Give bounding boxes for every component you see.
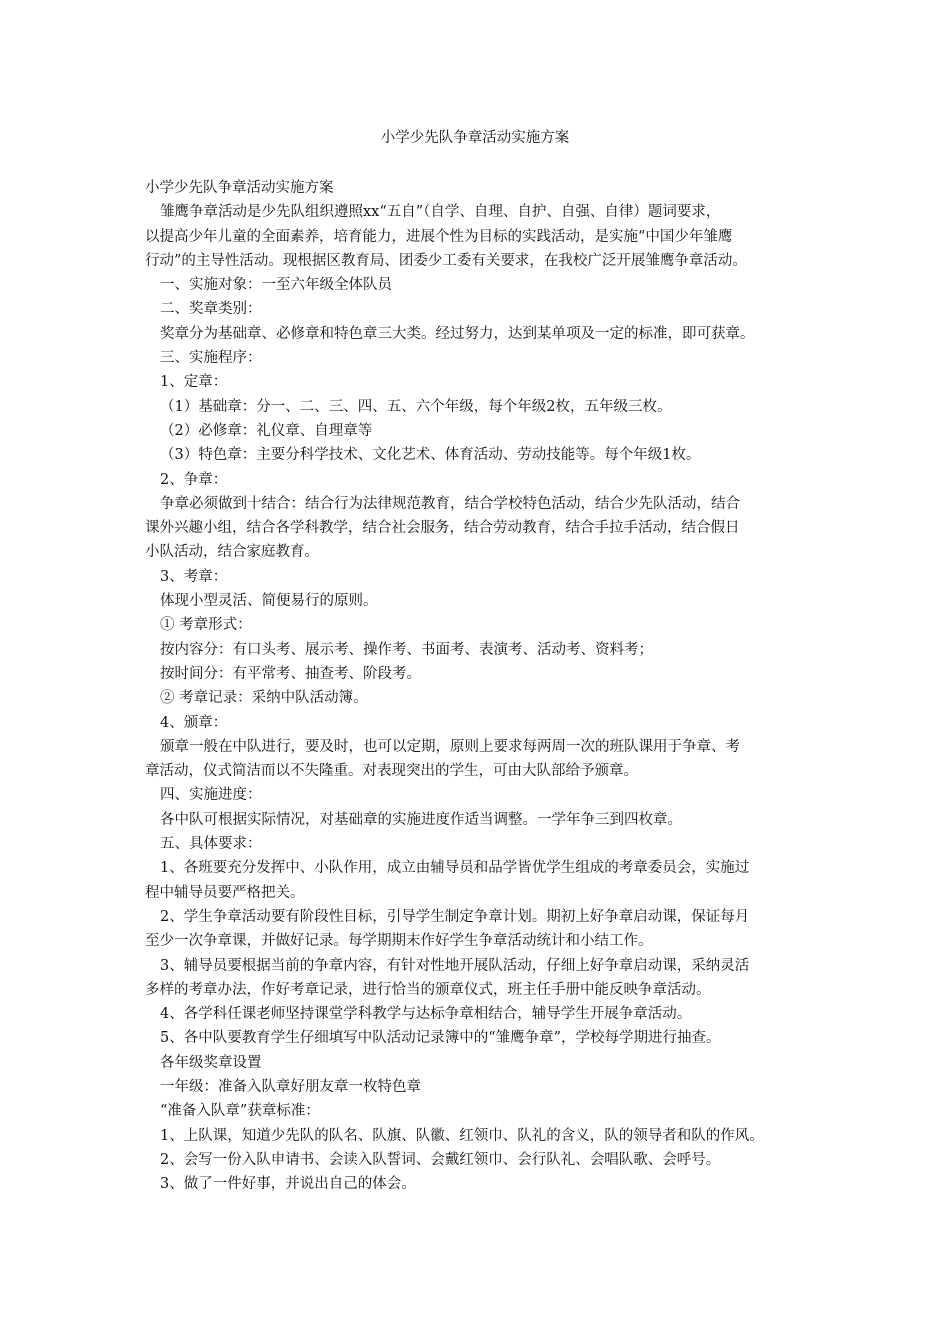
body-line: 3、做了一件好事，并说出自己的体会。 bbox=[160, 1176, 416, 1193]
body-line: 按内容分：有口头考、展示考、操作考、书面考、表演考、活动考、资料考； bbox=[160, 641, 653, 658]
body-line: 一年级：准备入队章好朋友章一枚特色章 bbox=[160, 1078, 421, 1095]
body-line: 1、上队课，知道少先队的队名、队旗、队徽、红领巾、队礼的含义，队的领导者和队的作风。 bbox=[160, 1127, 764, 1144]
body-line: 4、各学科任课老师坚持课堂学科教学与达标争章相结合，辅导学生开展争章活动。 bbox=[160, 1006, 692, 1023]
body-line: 各中队可根据实际情况，对基础章的实施进度作适当调整。一学年争三到四枚章。 bbox=[160, 811, 682, 828]
body-line: （2）必修章：礼仪章、自理章等 bbox=[160, 422, 373, 439]
body-line: 四、实施进度： bbox=[160, 787, 262, 804]
body-line: 雏鹰争章活动是少先队组织遵照xx“五自”（自学、自理、自护、自强、自律）题词要求， bbox=[160, 204, 721, 221]
body-line: “准备入队章”获章标准： bbox=[160, 1103, 320, 1120]
body-line: 三、实施程序： bbox=[160, 350, 262, 367]
body-line: 2、学生争章活动要有阶段性目标，引导学生制定争章计划。期初上好争章启动课，保证每月 bbox=[160, 908, 750, 925]
body-line: 章活动，仪式简洁而以不失隆重。对表现突出的学生，可由大队部给予颁章。 bbox=[145, 763, 638, 780]
body-line: 2、会写一份入队申请书、会读入队誓词、会戴红领巾、会行队礼、会唱队歌、会呼号。 bbox=[160, 1151, 721, 1168]
body-line: 二、奖章类别： bbox=[160, 301, 262, 318]
body-line: ② 考章记录：采纳中队活动簿。 bbox=[160, 690, 368, 707]
body-line: 1、各班要充分发挥中、小队作用，成立由辅导员和品学皆优学生组成的考章委员会，实施过 bbox=[160, 860, 750, 877]
body-line: 小学少先队争章活动实施方案 bbox=[145, 180, 334, 196]
body-line: 1、定章： bbox=[160, 374, 228, 391]
body-line: 3、辅导员要根据当前的争章内容，有针对性地开展队活动，仔细上好争章启动课，采纳灵活 bbox=[160, 957, 750, 974]
body-line: 按时间分：有平常考、抽查考、阶段考。 bbox=[160, 665, 421, 682]
body-line: 小队活动，结合家庭教育。 bbox=[145, 544, 319, 561]
body-line: 5、各中队要教育学生仔细填写中队活动记录簿中的“雏鹰争章”，学校每学期进行抽查。 bbox=[160, 1030, 721, 1047]
body-line: 课外兴趣小组，结合各学科教学，结合社会服务，结合劳动教育，结合手拉手活动，结合假日 bbox=[145, 520, 740, 537]
body-line: （1）基础章：分一、二、三、四、五、六个年级，每个年级2枚，五年级三枚。 bbox=[160, 398, 672, 415]
body-line: 五、具体要求： bbox=[160, 836, 262, 853]
body-line: ① 考章形式： bbox=[160, 617, 252, 634]
body-line: 至少一次争章课，并做好记录。每学期期末作好学生争章活动统计和小结工作。 bbox=[145, 933, 653, 950]
body-line: 以提高少年儿童的全面素养，培育能力，进展个性为目标的实践活动，是实施“中国少年雏鹰 bbox=[145, 228, 733, 245]
body-line: 颁章一般在中队进行，要及时，也可以定期，原则上要求每两周一次的班队课用于争章、考 bbox=[160, 738, 740, 755]
body-line: 4、颁章： bbox=[160, 714, 228, 731]
body-line: 多样的考章办法，作好考章记录，进行恰当的颁章仪式，班主任手册中能反映争章活动。 bbox=[145, 981, 711, 998]
document-body bbox=[145, 176, 825, 1196]
body-line: 3、考章： bbox=[160, 568, 228, 585]
body-line: 行动”的主导性活动。现根据区教育局、团委少工委有关要求，在我校广泛开展雏鹰争章活动。 bbox=[145, 252, 747, 269]
body-line: 各年级奖章设置 bbox=[160, 1054, 262, 1071]
body-line: 一、实施对象：一至六年级全体队员 bbox=[160, 277, 392, 294]
body-line: 争章必须做到十结合：结合行为法律规范教育，结合学校特色活动，结合少先队活动，结合 bbox=[160, 495, 740, 512]
document-title: 小学少先队争章活动实施方案 bbox=[380, 130, 570, 146]
body-line: 体现小型灵活、简便易行的原则。 bbox=[160, 593, 378, 610]
body-line: 2、争章： bbox=[160, 471, 228, 488]
body-line: 奖章分为基础章、必修章和特色章三大类。经过努力，达到某单项及一定的标准，即可获章。 bbox=[160, 325, 755, 342]
body-line: （3）特色章：主要分科学技术、文化艺术、体育活动、劳动技能等。每个年级1枚。 bbox=[160, 447, 701, 464]
body-line: 程中辅导员要严格把关。 bbox=[145, 884, 305, 901]
